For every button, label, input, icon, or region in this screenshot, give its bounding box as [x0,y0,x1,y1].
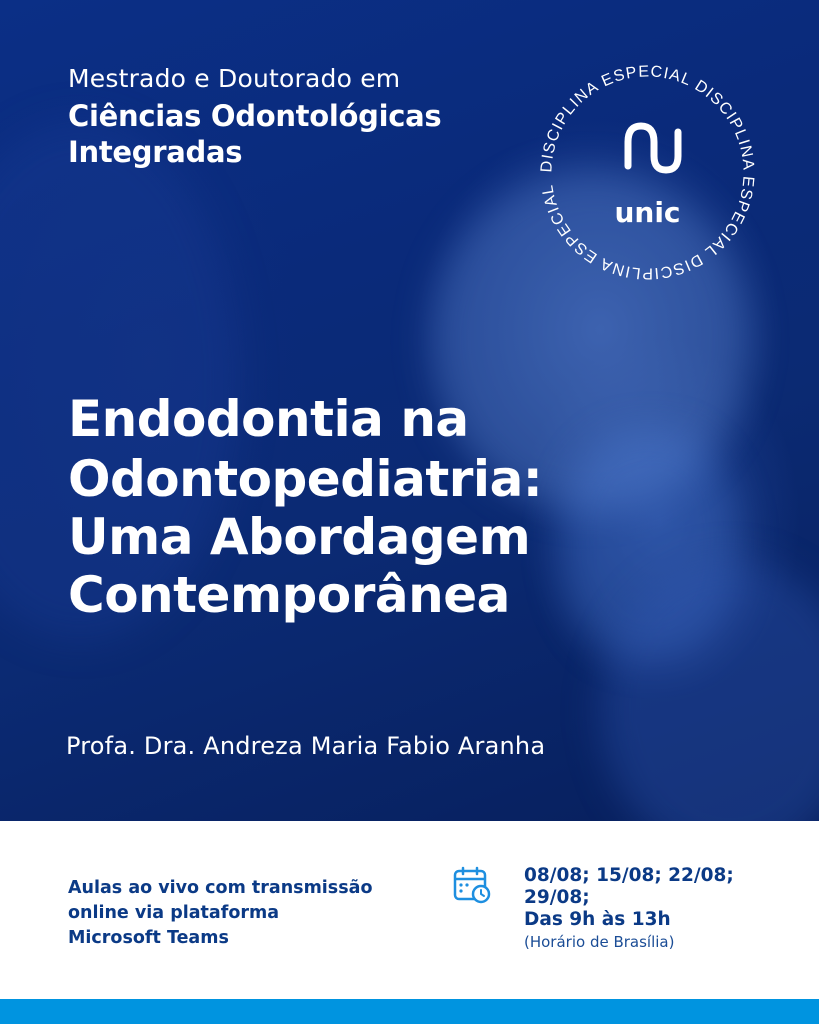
class-hours: Das 9h às 13h [524,909,671,930]
delivery-info [68,876,372,951]
professor-name: Profa. Dra. Andreza Maria Fabio Aranha [66,732,546,760]
unic-logo-mark [628,126,678,170]
program-name-line2: Integradas [68,135,243,169]
course-title-line3: Uma Abordagem [68,508,531,566]
unic-seal-logo [535,60,760,285]
seal-ring-text: DISCIPLINA ESPECIAL DISCIPLINA ESPECIAL DISCIPLINA ESPECIAL [538,63,757,282]
info-panel [0,821,819,999]
course-title-line4: Contemporânea [68,566,510,624]
program-subtitle: Mestrado e Doutorado em [68,64,401,93]
timezone-note: (Horário de Brasília) [524,933,675,951]
unic-wordmark: unic [614,196,681,229]
course-title-line1: Endodontia na [68,390,469,448]
svg-text:DISCIPLINA ESPECIAL DISCIPLINA [538,63,756,281]
delivery-line1: Aulas ao vivo com transmissão [68,878,373,898]
bottom-accent-bar [0,999,819,1024]
class-dates-line2: 29/08; [524,887,590,908]
delivery-line2: online via plataforma [68,903,280,923]
course-title-line2: Odontopediatria: [68,450,543,508]
class-dates-line1: 08/08; 15/08; 22/08; [524,865,734,886]
schedule-info [524,865,734,953]
calendar-clock-icon [452,865,492,905]
program-name-line1: Ciências Odontológicas [68,99,442,133]
delivery-line3: Microsoft Teams [68,928,229,948]
